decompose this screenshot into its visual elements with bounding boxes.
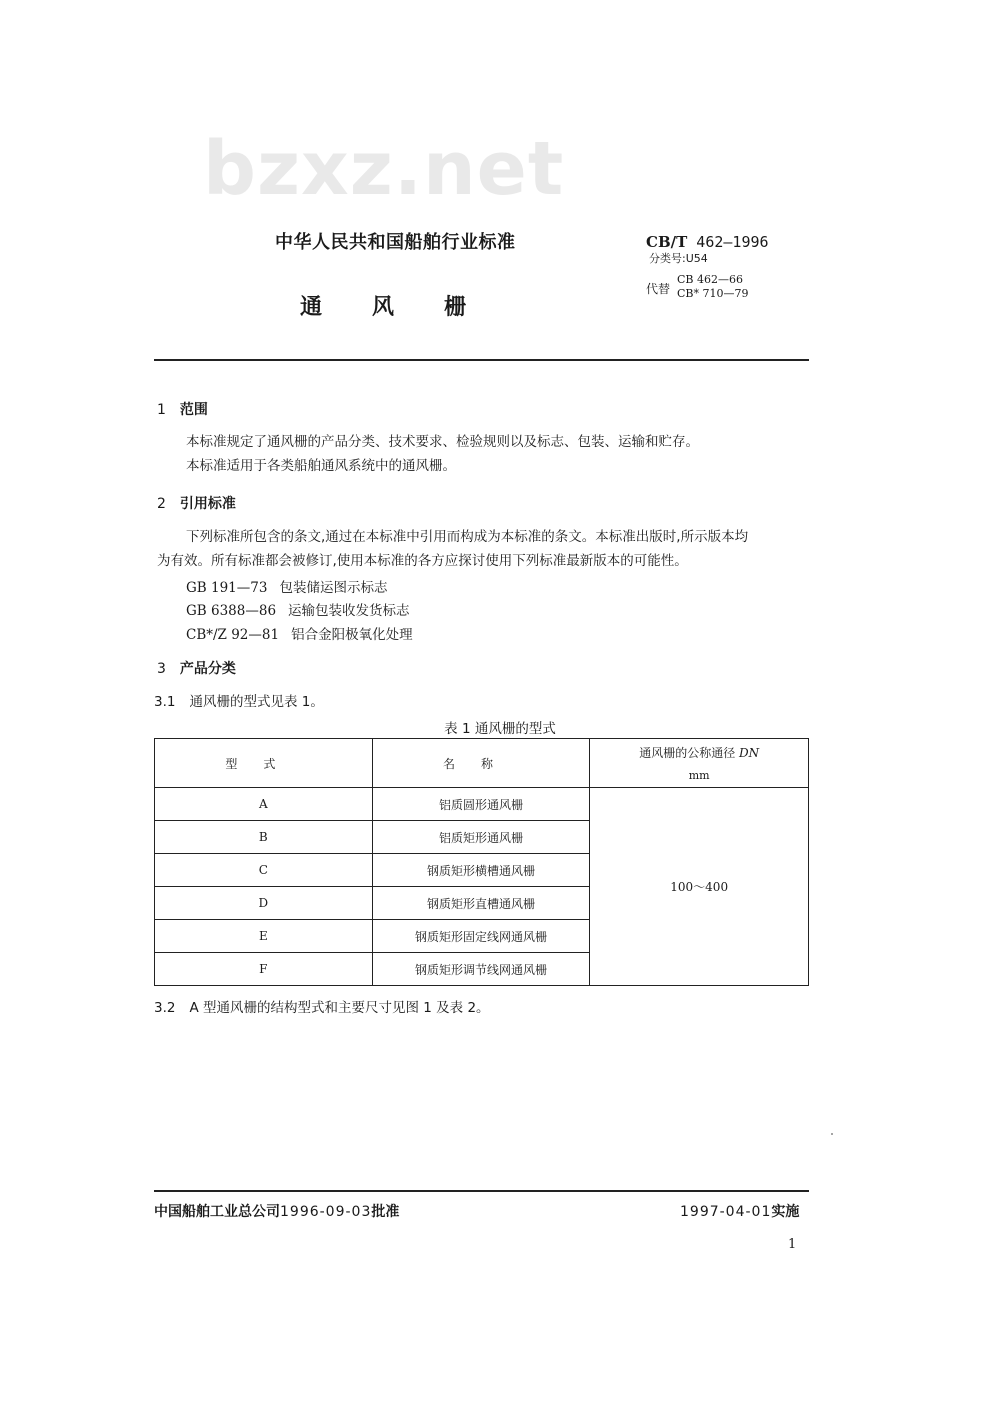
header-diameter-text: 通风栅的公称通径	[639, 746, 740, 760]
header-rule	[154, 359, 809, 361]
replaces-label: 代替	[646, 282, 671, 296]
type-cell: F	[155, 953, 373, 986]
standard-code-number: 462—1996	[687, 233, 769, 251]
replaces-item: CB 462—66	[677, 273, 743, 286]
clause-3-2	[154, 996, 490, 1020]
type-cell: E	[155, 920, 373, 953]
scan-speck	[831, 1133, 833, 1135]
type-cell: C	[155, 854, 373, 887]
section-heading-scope	[157, 399, 208, 419]
clause-number: 3.2	[154, 1000, 176, 1016]
section-heading-references	[157, 493, 236, 513]
reference-code: CB*/Z 92—81	[186, 627, 280, 643]
clause-number: 3.1	[154, 694, 176, 710]
section-title: 范围	[179, 402, 208, 418]
header-cell-diameter	[590, 739, 809, 788]
footer-rule	[154, 1190, 809, 1192]
replaces-item: CB* 710—79	[677, 287, 749, 300]
reference-item	[186, 623, 413, 643]
document-title-char: 风	[372, 295, 395, 320]
section-number: 1	[157, 402, 166, 418]
header-name-label: 名称	[443, 756, 520, 771]
type-cell: A	[155, 788, 373, 821]
name-cell: 铝质矩形通风栅	[372, 821, 590, 854]
section-number: 3	[157, 661, 166, 677]
watermark: bzxz.net	[203, 126, 565, 212]
clause-3-1	[154, 690, 324, 714]
scope-paragraph-2: 本标准适用于各类船舶通风系统中的通风栅。	[186, 458, 456, 474]
name-cell: 钢质矩形固定线网通风栅	[372, 920, 590, 953]
issue-label: 批准	[371, 1204, 400, 1220]
references-paragraph-line-1: 下列标准所包含的条文,通过在本标准中引用而构成为本标准的条文。本标准出版时,所示版本均	[186, 529, 749, 545]
classification-number: 分类号:U54	[649, 252, 708, 265]
reference-title: 运输包装收发货标志	[288, 603, 410, 619]
type-cell: B	[155, 821, 373, 854]
standard-code-prefix: CB/T	[646, 233, 688, 251]
page-number: 1	[788, 1237, 797, 1252]
document-title-char: 通	[300, 295, 323, 320]
clause-text: A 型通风栅的结构型式和主要尺寸见图 1 及表 2。	[189, 1000, 490, 1016]
scope-paragraph-1: 本标准规定了通风栅的产品分类、技术要求、检验规则以及标志、包装、运输和贮存。	[186, 434, 699, 450]
name-cell: 钢质矩形横槽通风栅	[372, 854, 590, 887]
references-paragraph-line-2: 为有效。所有标准都会被修订,使用本标准的各方应探讨使用下列标准最新版本的可能性。	[157, 553, 688, 569]
document-title-char: 栅	[444, 295, 467, 320]
table-caption: 表 1 通风栅的型式	[444, 721, 556, 737]
effective-label: 实施	[771, 1204, 800, 1220]
header-type-label: 型式	[225, 756, 302, 771]
issuer-name: 中国船舶工业总公司	[154, 1204, 280, 1220]
issue-date: 1996-09-03	[280, 1204, 372, 1220]
header-cell-name	[372, 739, 590, 788]
reference-code: GB 6388—86	[186, 603, 277, 619]
replaces-list	[677, 273, 749, 301]
section-heading-classification	[157, 658, 236, 678]
reference-code: GB 191—73	[186, 580, 268, 596]
footer-issuer	[154, 1201, 399, 1221]
name-cell: 钢质矩形调节线网通风栅	[372, 953, 590, 986]
header-diameter-unit: mm	[688, 769, 710, 782]
type-table	[154, 738, 809, 986]
section-title: 引用标准	[179, 496, 236, 512]
table-row	[155, 788, 809, 821]
header-cell-type	[155, 739, 373, 788]
section-number: 2	[157, 496, 166, 512]
header-diameter-symbol: DN	[739, 746, 760, 760]
reference-item	[186, 599, 410, 619]
table-header-row	[155, 739, 809, 788]
reference-item	[186, 576, 387, 596]
section-title: 产品分类	[179, 661, 236, 677]
reference-title: 铝合金阳极氧化处理	[291, 627, 413, 643]
footer-effective	[680, 1201, 799, 1221]
effective-date: 1997-04-01	[680, 1204, 772, 1220]
name-cell: 铝质圆形通风栅	[372, 788, 590, 821]
standard-title: 中华人民共和国船舶行业标准	[275, 232, 516, 253]
standard-code	[646, 233, 769, 251]
diameter-range-cell: 100～400	[590, 788, 809, 986]
document-title	[300, 290, 516, 321]
name-cell: 钢质矩形直槽通风栅	[372, 887, 590, 920]
clause-text: 通风栅的型式见表 1。	[189, 694, 324, 710]
type-cell: D	[155, 887, 373, 920]
header-diameter-label	[590, 744, 808, 761]
reference-title: 包装储运图示标志	[279, 580, 388, 596]
